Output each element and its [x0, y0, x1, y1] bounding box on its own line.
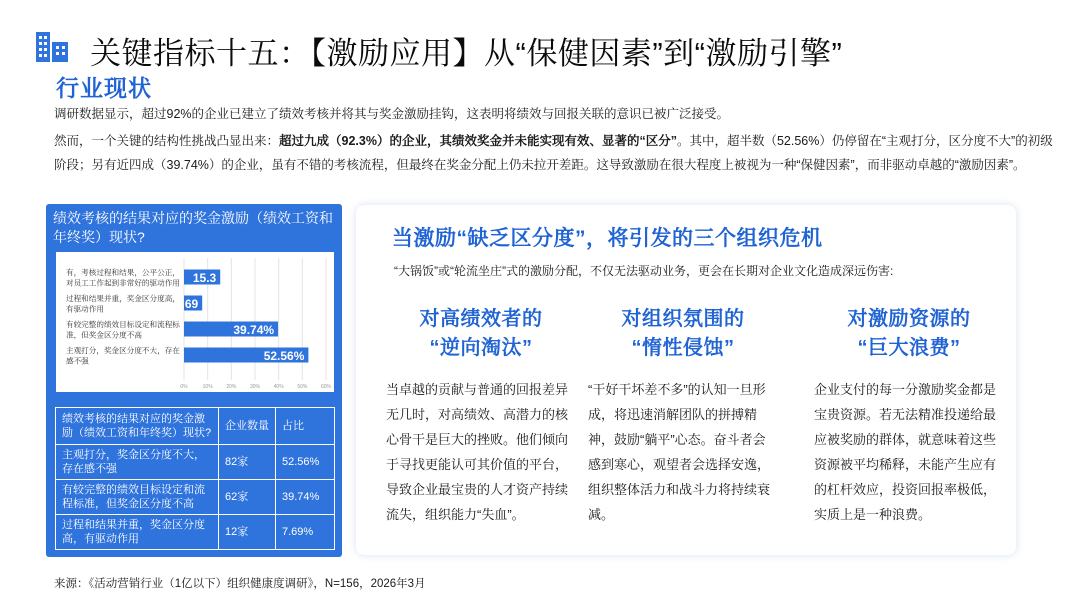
column-title: [814, 305, 1004, 363]
column-title-line2: “逆向淘汰”: [429, 337, 533, 359]
category-label: 主观打分，奖金区分度不大，存在: [66, 345, 180, 355]
section-title: 行业现状: [56, 75, 152, 101]
category-label: 对员工工作起到非常好的驱动作用: [66, 278, 180, 288]
card-title: 当激励“缺乏区分度”，将引发的三个组织危机: [392, 227, 823, 250]
column-title: [386, 305, 576, 363]
table-cell: 7.69%: [276, 515, 335, 550]
crisis-column-resources: [814, 305, 1004, 527]
x-tick-label: 0%: [180, 384, 188, 390]
table-cell: 主观打分，奖金区分度不大，存在感不强: [56, 445, 219, 480]
category-label: 过程和结果并重，奖金区分度高，: [66, 293, 180, 303]
category-label: 有，考核过程和结果，公平公正，: [66, 267, 180, 277]
bar-chart: [56, 252, 334, 392]
table-header-cell: 占比: [276, 408, 335, 445]
x-tick-label: 30%: [249, 384, 261, 390]
table-header-cell: 绩效考核的结果对应的奖金激励（绩效工资和年终奖）现状?: [56, 408, 219, 445]
category-label: 感不强: [66, 356, 89, 366]
intro-paragraph-1: 调研数据显示，超过92%的企业已建立了绩效考核并将其与奖金激励挂钩，这表明将绩效与回报关联的意识已被广泛接受。: [54, 107, 730, 121]
table-header-row: [56, 408, 335, 445]
intro-paragraph-2: [54, 129, 1054, 177]
data-label: 15.3: [192, 271, 217, 285]
crisis-column-talent: [386, 305, 576, 527]
column-body: 当卓越的贡献与普通的回报差异无几时，对高绩效、高潜力的核心骨干是巨大的挫败。他们倾向于寻找更能认可其价值的平台，导致企业最宝贵的人才资产持续流失，组织能力“失血”。: [386, 382, 569, 522]
table-header-cell: 企业数量: [219, 408, 276, 445]
intro-p2-end: 。其中，超半数（52.56%）仍停留在“主观打分，区分度不大”的初级阶段；另有近四成（39.74%）的企业，虽有不错的考核流程，但最终在奖金分配上仍未拉开差距。这导致激励在很大程度上被视为一种“保健因素”，而非驱动卓越的“激励因素”。: [54, 134, 1053, 172]
x-tick-label: 50%: [297, 384, 308, 390]
x-tick-label: 40%: [273, 384, 284, 390]
column-title: [588, 305, 778, 363]
category-label: 有驱动作用: [66, 304, 104, 314]
table-cell: 82家: [219, 445, 276, 480]
table-cell: 52.56%: [276, 445, 335, 480]
crisis-card: [356, 205, 1016, 555]
data-label: 7.69: [174, 297, 199, 311]
survey-panel: [46, 204, 342, 557]
x-tick-label: 10%: [202, 384, 213, 390]
table-cell: 62家: [219, 480, 276, 515]
card-subtitle: “大锅饭”或“轮流坐庄”式的激励分配，不仅无法驱动业务，更会在长期对企业文化造成深远伤害:: [394, 264, 894, 278]
column-body: “干好干坏差不多”的认知一旦形成，将迅速消解团队的拼搏精神，鼓励“躺平”心态。奋斗者会感到寒心，观望者会选择安逸，组织整体活力和战斗力将持续衰减。: [588, 382, 771, 522]
column-title-line2: “惰性侵蚀”: [631, 337, 735, 359]
x-tick-label: 20%: [226, 384, 237, 390]
category-label: 有较完整的绩效目标设定和流程标: [66, 319, 180, 329]
table-row: [56, 445, 335, 480]
survey-panel-title: 绩效考核的结果对应的奖金激励（绩效工资和年终奖）现状?: [53, 210, 333, 245]
x-tick-label: 60%: [320, 384, 332, 390]
source-note: 来源：《活动营销行业（1亿以下）组织健康度调研》，N=156，2026年3月: [54, 578, 426, 590]
table-cell: 12家: [219, 515, 276, 550]
data-label: 39.74%: [233, 323, 275, 337]
table-cell: 过程和结果并重，奖金区分度高，有驱动作用: [56, 515, 219, 550]
data-label: 52.56%: [263, 349, 305, 363]
crisis-column-atmosphere: [588, 305, 778, 527]
survey-table: [55, 407, 335, 550]
column-body: 企业支付的每一分激励奖金都是宝贵资源。若无法精准投递给最应被奖励的群体，就意味着这些资源被平均稀释，未能产生应有的杠杆效应，投资回报率极低，实质上是一种浪费。: [814, 382, 997, 522]
table-cell: 39.74%: [276, 480, 335, 515]
table-row: [56, 515, 335, 550]
table-row: [56, 480, 335, 515]
building-logo-icon: [34, 30, 70, 64]
column-title-line1: 对激励资源的: [847, 308, 971, 330]
intro-p2-highlight: 超过九成（92.3%）的企业，其绩效奖金并未能实现有效、显著的“区分”: [279, 134, 677, 148]
column-title-line2: “巨大浪费”: [857, 337, 961, 359]
column-title-line1: 对高绩效者的: [419, 308, 543, 330]
intro-p2-start: 然而，一个关键的结构性挑战凸显出来：: [54, 134, 280, 148]
category-label: 准，但奖金区分度不高: [66, 330, 142, 340]
table-cell: 有较完整的绩效目标设定和流程标准，但奖金区分度不高: [56, 480, 219, 515]
page-title: 关键指标十五：【激励应用】从“保健因素”到“激励引擎”: [90, 36, 843, 71]
column-title-line1: 对组织氛围的: [621, 308, 745, 330]
bar-chart-svg: [56, 252, 334, 392]
